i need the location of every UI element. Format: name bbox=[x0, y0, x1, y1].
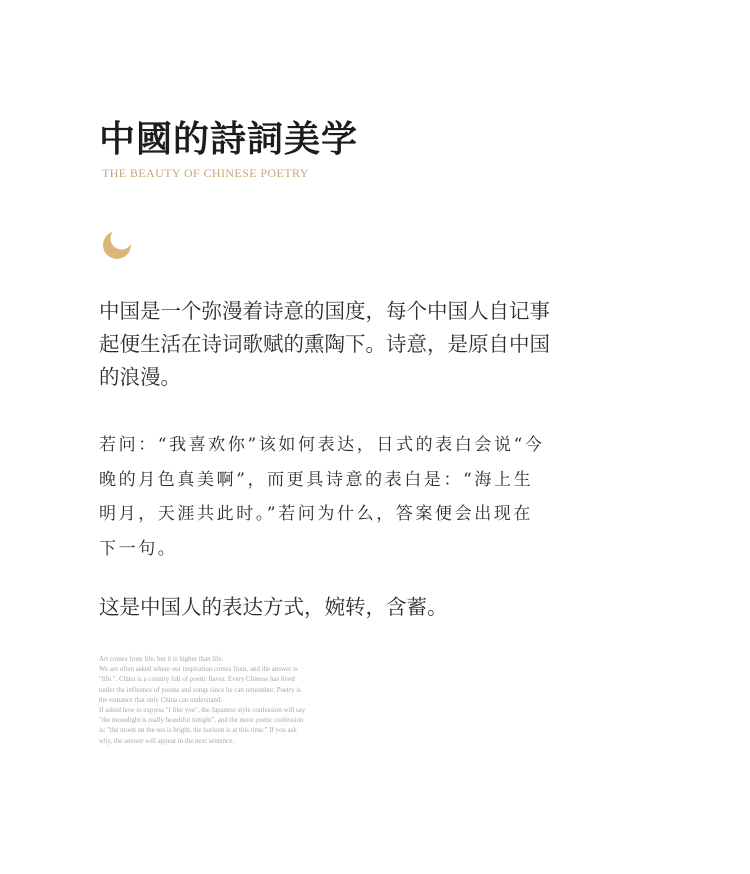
page-subtitle: THE BEAUTY OF CHINESE POETRY bbox=[102, 166, 309, 180]
english-translation bbox=[99, 655, 355, 747]
closing-paragraph: 这是中国人的表达方式，婉转，含蓄。 bbox=[99, 595, 448, 619]
english-line: We are often asked where our inspiration comes from, and the answer is bbox=[99, 666, 298, 674]
english-line: If asked how to express "I like you", the Japanese style confession will say bbox=[99, 707, 306, 715]
english-line: is: "the moon on the sea is bright, the horizon is at this time." If you ask bbox=[99, 727, 297, 735]
english-line: Art comes from life, but it is higher than life. bbox=[99, 656, 224, 663]
english-line: the romance that only China can understand. bbox=[99, 696, 223, 704]
page-title: 中國的詩詞美学 bbox=[99, 119, 359, 160]
intro-paragraph: 中国是一个弥漫着诗意的国度，每个中国人自记事起便生活在诗词歌赋的熏陶下。诗意，是原自中国的浪漫。 bbox=[99, 299, 550, 389]
confession-paragraph: 若问：“我喜欢你”该如何表达，日式的表白会说“今晚的月色真美啊”，而更具诗意的表白是：“海上生明月，天涯共此时。”若问为什么，答案便会出现在下一句。 bbox=[99, 435, 545, 559]
english-line: "life.". China is a country full of poetic flavor. Every Chinese has lived bbox=[99, 676, 295, 684]
english-line: under the influence of poems and songs since he can remember. Poetry is bbox=[99, 686, 301, 694]
crescent-moon-icon bbox=[102, 230, 132, 260]
english-line: "the moonlight is really beautiful tonight", and the more poetic confession bbox=[99, 717, 304, 725]
english-line: why, the answer will appear in the next sentence. bbox=[99, 737, 235, 745]
